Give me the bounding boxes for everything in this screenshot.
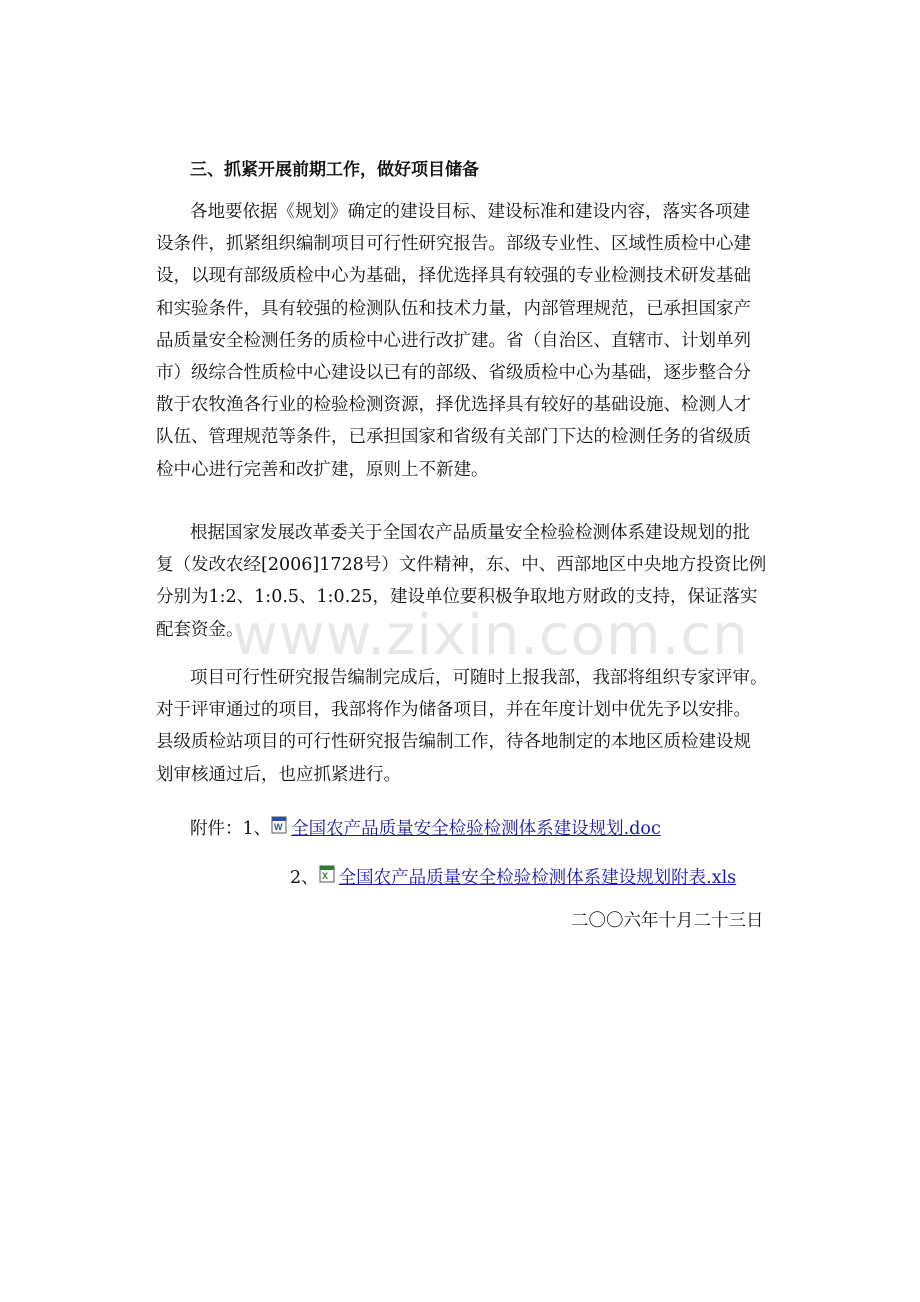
paragraph-line: 检中心进行完善和改扩建，原则上不新建。: [156, 459, 489, 480]
svg-text:W: W: [274, 822, 283, 832]
attachment-2: [290, 866, 736, 890]
attachment-1-prefix: 附件：1、: [190, 819, 272, 839]
attachment-2-link[interactable]: 全国农产品质量安全检验检测体系建设规划附表.xls: [338, 868, 737, 888]
paragraph-line: 设，以现有部级质检中心为基础，择优选择具有较强的专业检测技术研发基础: [156, 266, 751, 287]
paragraph-2: [156, 517, 806, 646]
watermark: www.zixin.com.cn: [232, 603, 749, 668]
paragraph-line: 各地要依据《规划》确定的建设目标、建设标准和建设内容，落实各项建: [190, 202, 750, 222]
paragraph-line: 队伍、管理规范等条件，已承担国家和省级有关部门下达的检测任务的省级质: [156, 427, 751, 448]
paragraph-line: 对于评审通过的项目，我部将作为储备项目，并在年度计划中优先予以安排。: [156, 700, 751, 721]
paragraph-line: 复（发改农经[2006]1728号）文件精神，东、中、西部地区中央地方投资比例: [156, 555, 767, 576]
excel-xls-icon: [319, 865, 337, 883]
paragraph-line: 根据国家发展改革委关于全国农产品质量安全检验检测体系建设规划的批: [190, 523, 750, 543]
attachment-2-prefix: 2、: [290, 868, 319, 888]
paragraph-line: 散于农牧渔各行业的检验检测资源，择优选择具有较好的基础设施、检测人才: [156, 395, 751, 416]
section-heading: 三、抓紧开展前期工作，做好项目储备: [190, 160, 479, 180]
paragraph-line: 县级质检站项目的可行性研究报告编制工作，待各地制定的本地区质检建设规: [156, 732, 751, 753]
paragraph-line: 划审核通过后，也应抓紧进行。: [156, 764, 401, 785]
paragraph-1: [156, 196, 806, 486]
paragraph-line: 设条件，抓紧组织编制项目可行性研究报告。部级专业性、区域性质检中心建: [156, 234, 751, 255]
paragraph-line: 项目可行性研究报告编制完成后，可随时上报我部，我部将组织专家评审。: [190, 668, 768, 688]
paragraph-3: [156, 662, 806, 791]
paragraph-line: 和实验条件，具有较强的检测队伍和技术力量，内部管理规范，已承担国家产: [156, 298, 751, 319]
svg-text:X: X: [321, 871, 328, 881]
paragraph-line: 市）级综合性质检中心建设以已有的部级、省级质检中心为基础，逐步整合分: [156, 363, 751, 384]
attachment-1: [190, 817, 661, 841]
word-doc-icon: [271, 816, 289, 834]
paragraph-line: 品质量安全检测任务的质检中心进行改扩建。省（自治区、直辖市、计划单列: [156, 330, 751, 351]
paragraph-line: 分别为1:2、1:0.5、1:0.25，建设单位要积极争取地方财政的支持，保证落实: [156, 587, 758, 608]
attachment-1-link[interactable]: 全国农产品质量安全检验检测体系建设规划.doc: [291, 819, 661, 839]
paragraph-line: 配套资金。: [156, 619, 244, 640]
document-date: 二〇〇六年十月二十三日: [571, 911, 764, 931]
